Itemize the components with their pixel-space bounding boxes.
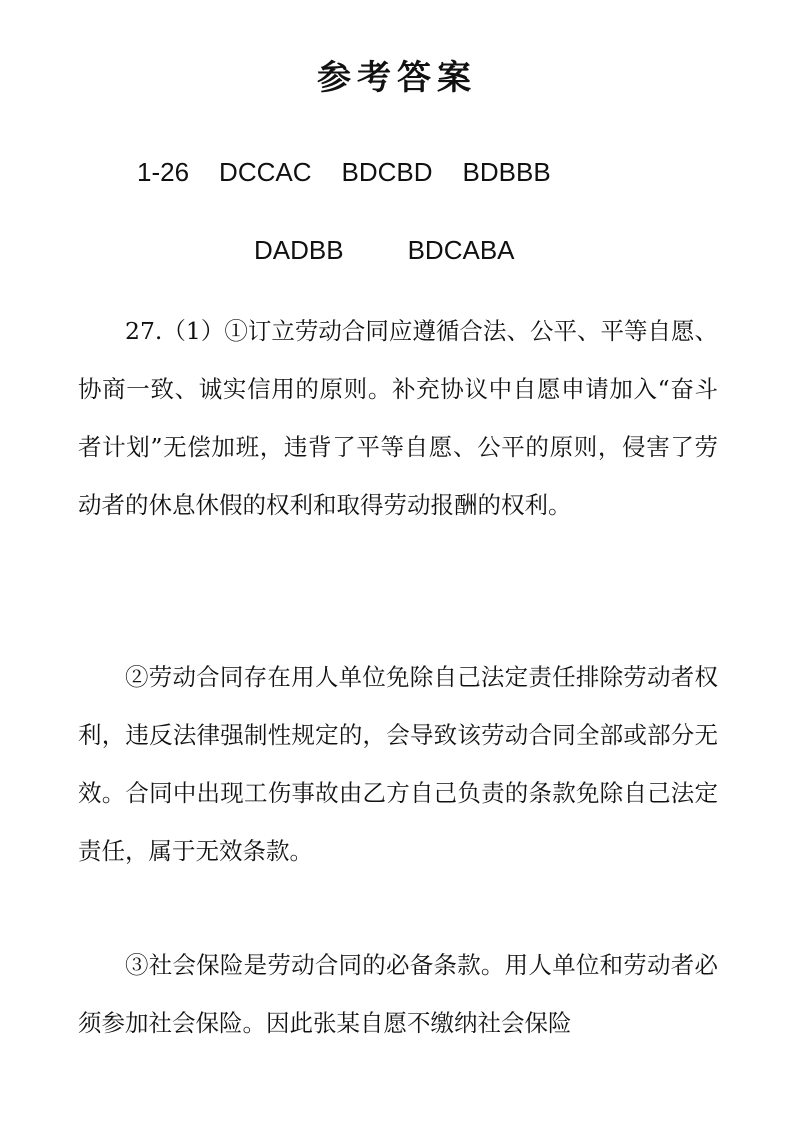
- answer-key-row-1: [137, 152, 551, 192]
- paragraph-text: ③社会保险是劳动合同的必备条款。用人单位和劳动者必须参加社会保险。因此张某自愿不缴纳社会保险: [78, 951, 718, 1037]
- answer-paragraph-1: [78, 302, 718, 534]
- question-range: 1-26: [137, 157, 190, 187]
- answer-paragraph-2: [78, 648, 718, 880]
- answer-group: BDCABA: [407, 235, 515, 265]
- answer-key-row-2: [254, 230, 515, 270]
- answer-group: BDCBD: [341, 157, 433, 187]
- answer-group: DADBB: [254, 235, 344, 265]
- paragraph-text: 27.（1）①订立劳动合同应遵循合法、公平、平等自愿、协商一致、诚实信用的原则。补充协议中自愿申请加入“奋斗者计划”无偿加班，违背了平等自愿、公平的原则，侵害了劳动者的休息休假的权利和取得劳动报酬的权利。: [78, 317, 718, 519]
- answer-group: DCCAC: [219, 157, 312, 187]
- paragraph-text: ②劳动合同存在用人单位免除自己法定责任排除劳动者权利，违反法律强制性规定的，会导致该劳动合同全部或部分无效。合同中出现工伤事故由乙方自己负责的条款免除自己法定责任，属于无效条款。: [78, 663, 718, 865]
- page-title: 参考答案: [317, 58, 477, 98]
- answer-paragraph-3: [78, 936, 718, 1052]
- answer-group: BDBBB: [462, 157, 551, 187]
